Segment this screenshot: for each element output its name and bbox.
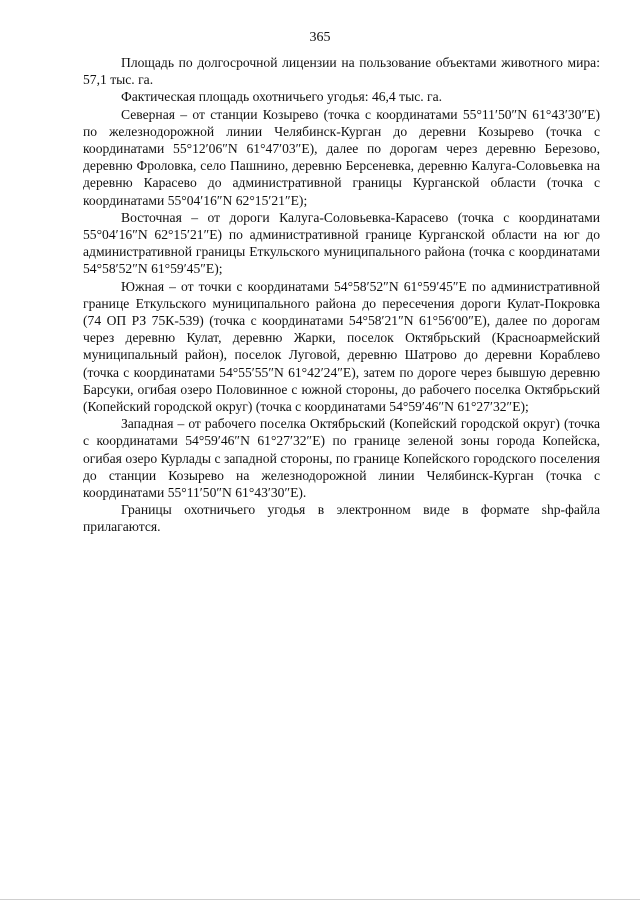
document-body bbox=[83, 54, 600, 536]
paragraph-eastern-boundary: Восточная – от дороги Калуга-Соловьевка-Карасево (точка с координатами 55°04′16″N 62°15′21″E) по административной границе Курганской области на юг до административной границы Еткульского муниципального района (точка с координатами 54°58′52″N 61°59′45″E); bbox=[83, 209, 600, 277]
paragraph-southern-boundary: Южная – от точки с координатами 54°58′52″N 61°59′45″E по административной границе Еткульского муниципального района до пересечения дороги Кулат-Покровка (74 ОП РЗ 75К-539) (точка с координатами 54°58′21″N 61°56′00″E), далее по дорогам через деревню Кулат, деревню Жарки, поселок Октябрьский (Красноармейский муниципальный район), поселок Луговой, деревню Шатрово до деревни Кораблево (точка с координатами 54°55′55″N 61°42′24″E), затем по дороге через бывшую деревню Барсуки, огибая озеро Половинное с южной стороны, до рабочего поселка Октябрьский (Копейский городской округ) (точка с координатами 54°59′46″N 61°27′32″E); bbox=[83, 278, 600, 415]
page-bottom-edge bbox=[0, 899, 640, 900]
paragraph-northern-boundary: Северная – от станции Козырево (точка с координатами 55°11′50″N 61°43′30″E) по железнодорожной линии Челябинск-Курган до деревни Козырево (точка с координатами 55°12′06″N 61°47′03″E), далее по дорогам через деревню Березово, деревню Фроловка, село Пашнино, деревню Берсеневка, деревню Калуга-Соловьевка на деревню Карасево до административной границы Курганской области (точка с координатами 55°04′16″N 62°15′21″E); bbox=[83, 106, 600, 208]
paragraph-actual-area: Фактическая площадь охотничьего угодья: 46,4 тыс. га. bbox=[121, 89, 443, 105]
page-number: 365 bbox=[309, 30, 331, 45]
paragraph-license-area: Площадь по долгосрочной лицензии на пользование объектами животного мира: 57,1 тыс. га. bbox=[83, 55, 600, 88]
paragraph-western-boundary: Западная – от рабочего поселка Октябрьский (Копейский городской округ) (точка с координатами 54°59′46″N 61°27′32″E) по границе зеленой зоны города Копейска, огибая озеро Курлады с западной стороны, по границе Копейского городского поселения до станции Козырево на железнодорожной линии Челябинск-Курган (точка с координатами 55°11′50″N 61°43′30″E). bbox=[83, 416, 600, 501]
paragraph-shp-note: Границы охотничьего угодья в электронном виде в формате shp-файла прилагаются. bbox=[83, 502, 600, 535]
